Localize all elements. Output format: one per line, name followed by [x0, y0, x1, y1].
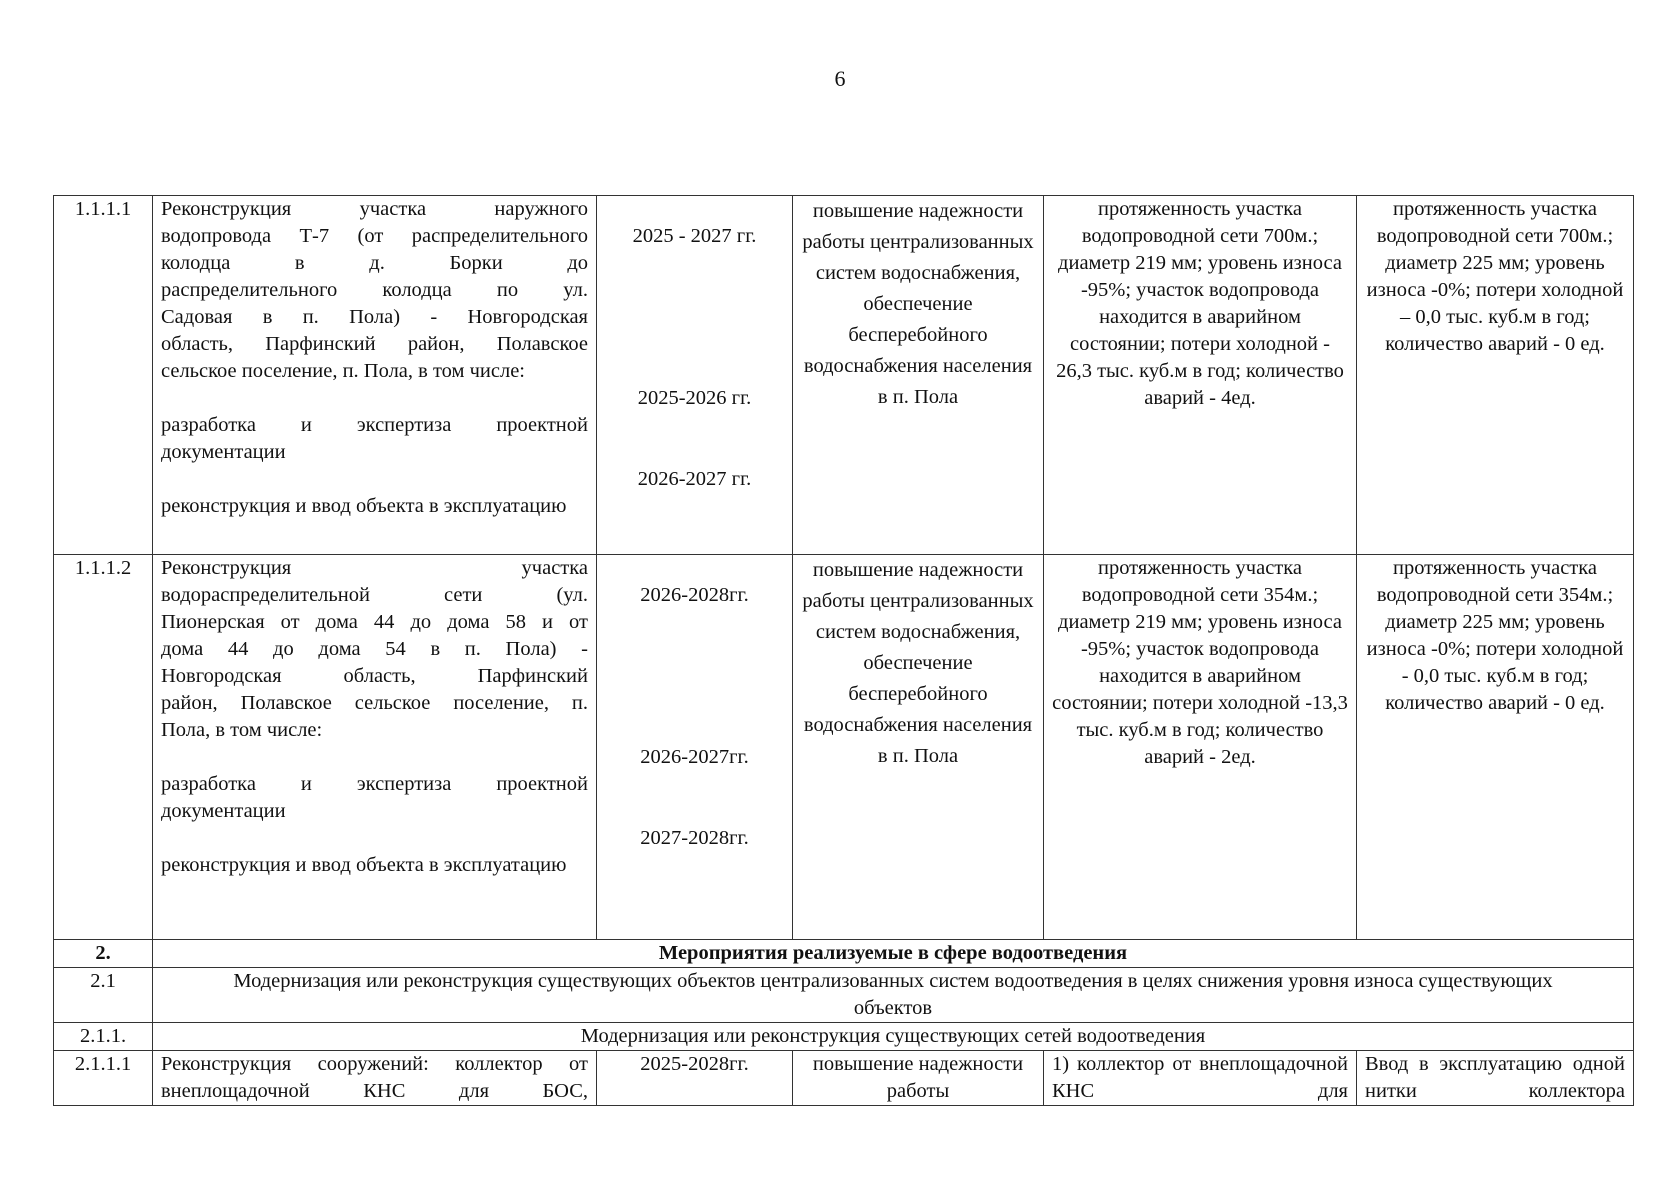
title-line: распределительного колодца по ул. [161, 279, 588, 301]
period-total: 2026-2028гг. [640, 584, 749, 606]
stage-construction: реконструкция и ввод объекта в эксплуатацию [161, 854, 567, 876]
indicators-after: протяженность участка водопроводной сети 354м.; диаметр 225 мм; уровень износа -0%; потери холодной - 0,0 тыс. куб.м в год; количество аварий - 0 ед. [1357, 555, 1634, 940]
measure-description: Реконструкция сооружений: коллектор от внеплощадочной КНС для БОС, [153, 1051, 597, 1106]
section-number: 2. [54, 940, 153, 968]
title-line: колодца в д. Борки до [161, 252, 588, 274]
title-line: Пионерская от дома 44 до дома 58 и от [161, 611, 588, 633]
section-row [54, 940, 1634, 968]
period-design: 2026-2027гг. [640, 746, 749, 768]
row-number: 1.1.1.1 [54, 196, 153, 555]
subsection-row [54, 968, 1634, 1023]
measure-description [153, 196, 597, 555]
row-number: 1.1.1.2 [54, 555, 153, 940]
subsubsection-row [54, 1023, 1634, 1051]
table-row [54, 1051, 1634, 1106]
period-total: 2025-2028гг. [597, 1051, 793, 1106]
stage-design: разработка и экспертиза проектной документации [161, 773, 588, 822]
table-row [54, 196, 1634, 555]
title-line: водопровода Т-7 (от распределительного [161, 225, 588, 247]
page-number: 6 [834, 66, 846, 91]
title-line: сельское поселение, п. Пола, в том числе: [161, 360, 526, 382]
title-line: Новгородская область, Парфинский [161, 665, 588, 687]
subsection-title: Модернизация или реконструкция существующих объектов централизованных систем водоотведения в целях снижения уровня износа существующих объектов [153, 968, 1634, 1023]
title-line: Садовая в п. Пола) - Новгородская [161, 306, 588, 328]
title-line: область, Парфинский район, Полавское [161, 333, 588, 355]
period-design: 2025-2026 гг. [637, 387, 752, 409]
title-line: район, Полавское сельское поселение, п. [161, 692, 588, 714]
indicators-after: протяженность участка водопроводной сети 700м.; диаметр 225 мм; уровень износа -0%; потери холодной – 0,0 тыс. куб.м в год; количество аварий - 0 ед. [1357, 196, 1634, 555]
period-cell [597, 555, 793, 940]
subsection-number: 2.1 [54, 968, 153, 1023]
indicators-before: 1) коллектор от внеплощадочной КНС для [1044, 1051, 1357, 1106]
table-row [54, 555, 1634, 940]
period-total: 2025 - 2027 гг. [632, 225, 757, 247]
period-cell [597, 196, 793, 555]
row-number: 2.1.1.1 [54, 1051, 153, 1106]
title-line: дома 44 до дома 54 в п. Пола) - [161, 638, 588, 660]
goal-cell: повышение надежности работы [793, 1051, 1044, 1106]
stage-construction: реконструкция и ввод объекта в эксплуатацию [161, 495, 567, 517]
subsubsection-title: Модернизация или реконструкция существующих сетей водоотведения [153, 1023, 1634, 1051]
goal-cell: повышение надежности работы централизованных систем водоснабжения, обеспечение бесперебойного водоснабжения населения в п. Пола [793, 555, 1044, 940]
goal-cell: повышение надежности работы централизованных систем водоснабжения, обеспечение бесперебойного водоснабжения населения в п. Пола [793, 196, 1044, 555]
subsubsection-number: 2.1.1. [54, 1023, 153, 1051]
period-construction: 2027-2028гг. [640, 827, 749, 849]
title-line: Пола, в том числе: [161, 719, 323, 741]
stage-design: разработка и экспертиза проектной документации [161, 414, 588, 463]
indicators-after: Ввод в эксплуатацию одной нитки коллектора [1357, 1051, 1634, 1106]
indicators-before: протяженность участка водопроводной сети 354м.; диаметр 219 мм; уровень износа -95%; участок водопровода находится в аварийном состоянии; потери холодной -13,3 тыс. куб.м в год; количество аварий - 2ед. [1044, 555, 1357, 940]
measures-table [53, 195, 1634, 1106]
period-construction: 2026-2027 гг. [637, 468, 752, 490]
title-line: водораспределительной сети (ул. [161, 584, 588, 606]
indicators-before: протяженность участка водопроводной сети 700м.; диаметр 219 мм; уровень износа -95%; участок водопровода находится в аварийном состоянии; потери холодной - 26,3 тыс. куб.м в год; количество аварий - 4ед. [1044, 196, 1357, 555]
section-title: Мероприятия реализуемые в сфере водоотведения [153, 940, 1634, 968]
title-line: Реконструкция участка [161, 557, 588, 579]
title-line: Реконструкция участка наружного [161, 198, 588, 220]
measure-description [153, 555, 597, 940]
